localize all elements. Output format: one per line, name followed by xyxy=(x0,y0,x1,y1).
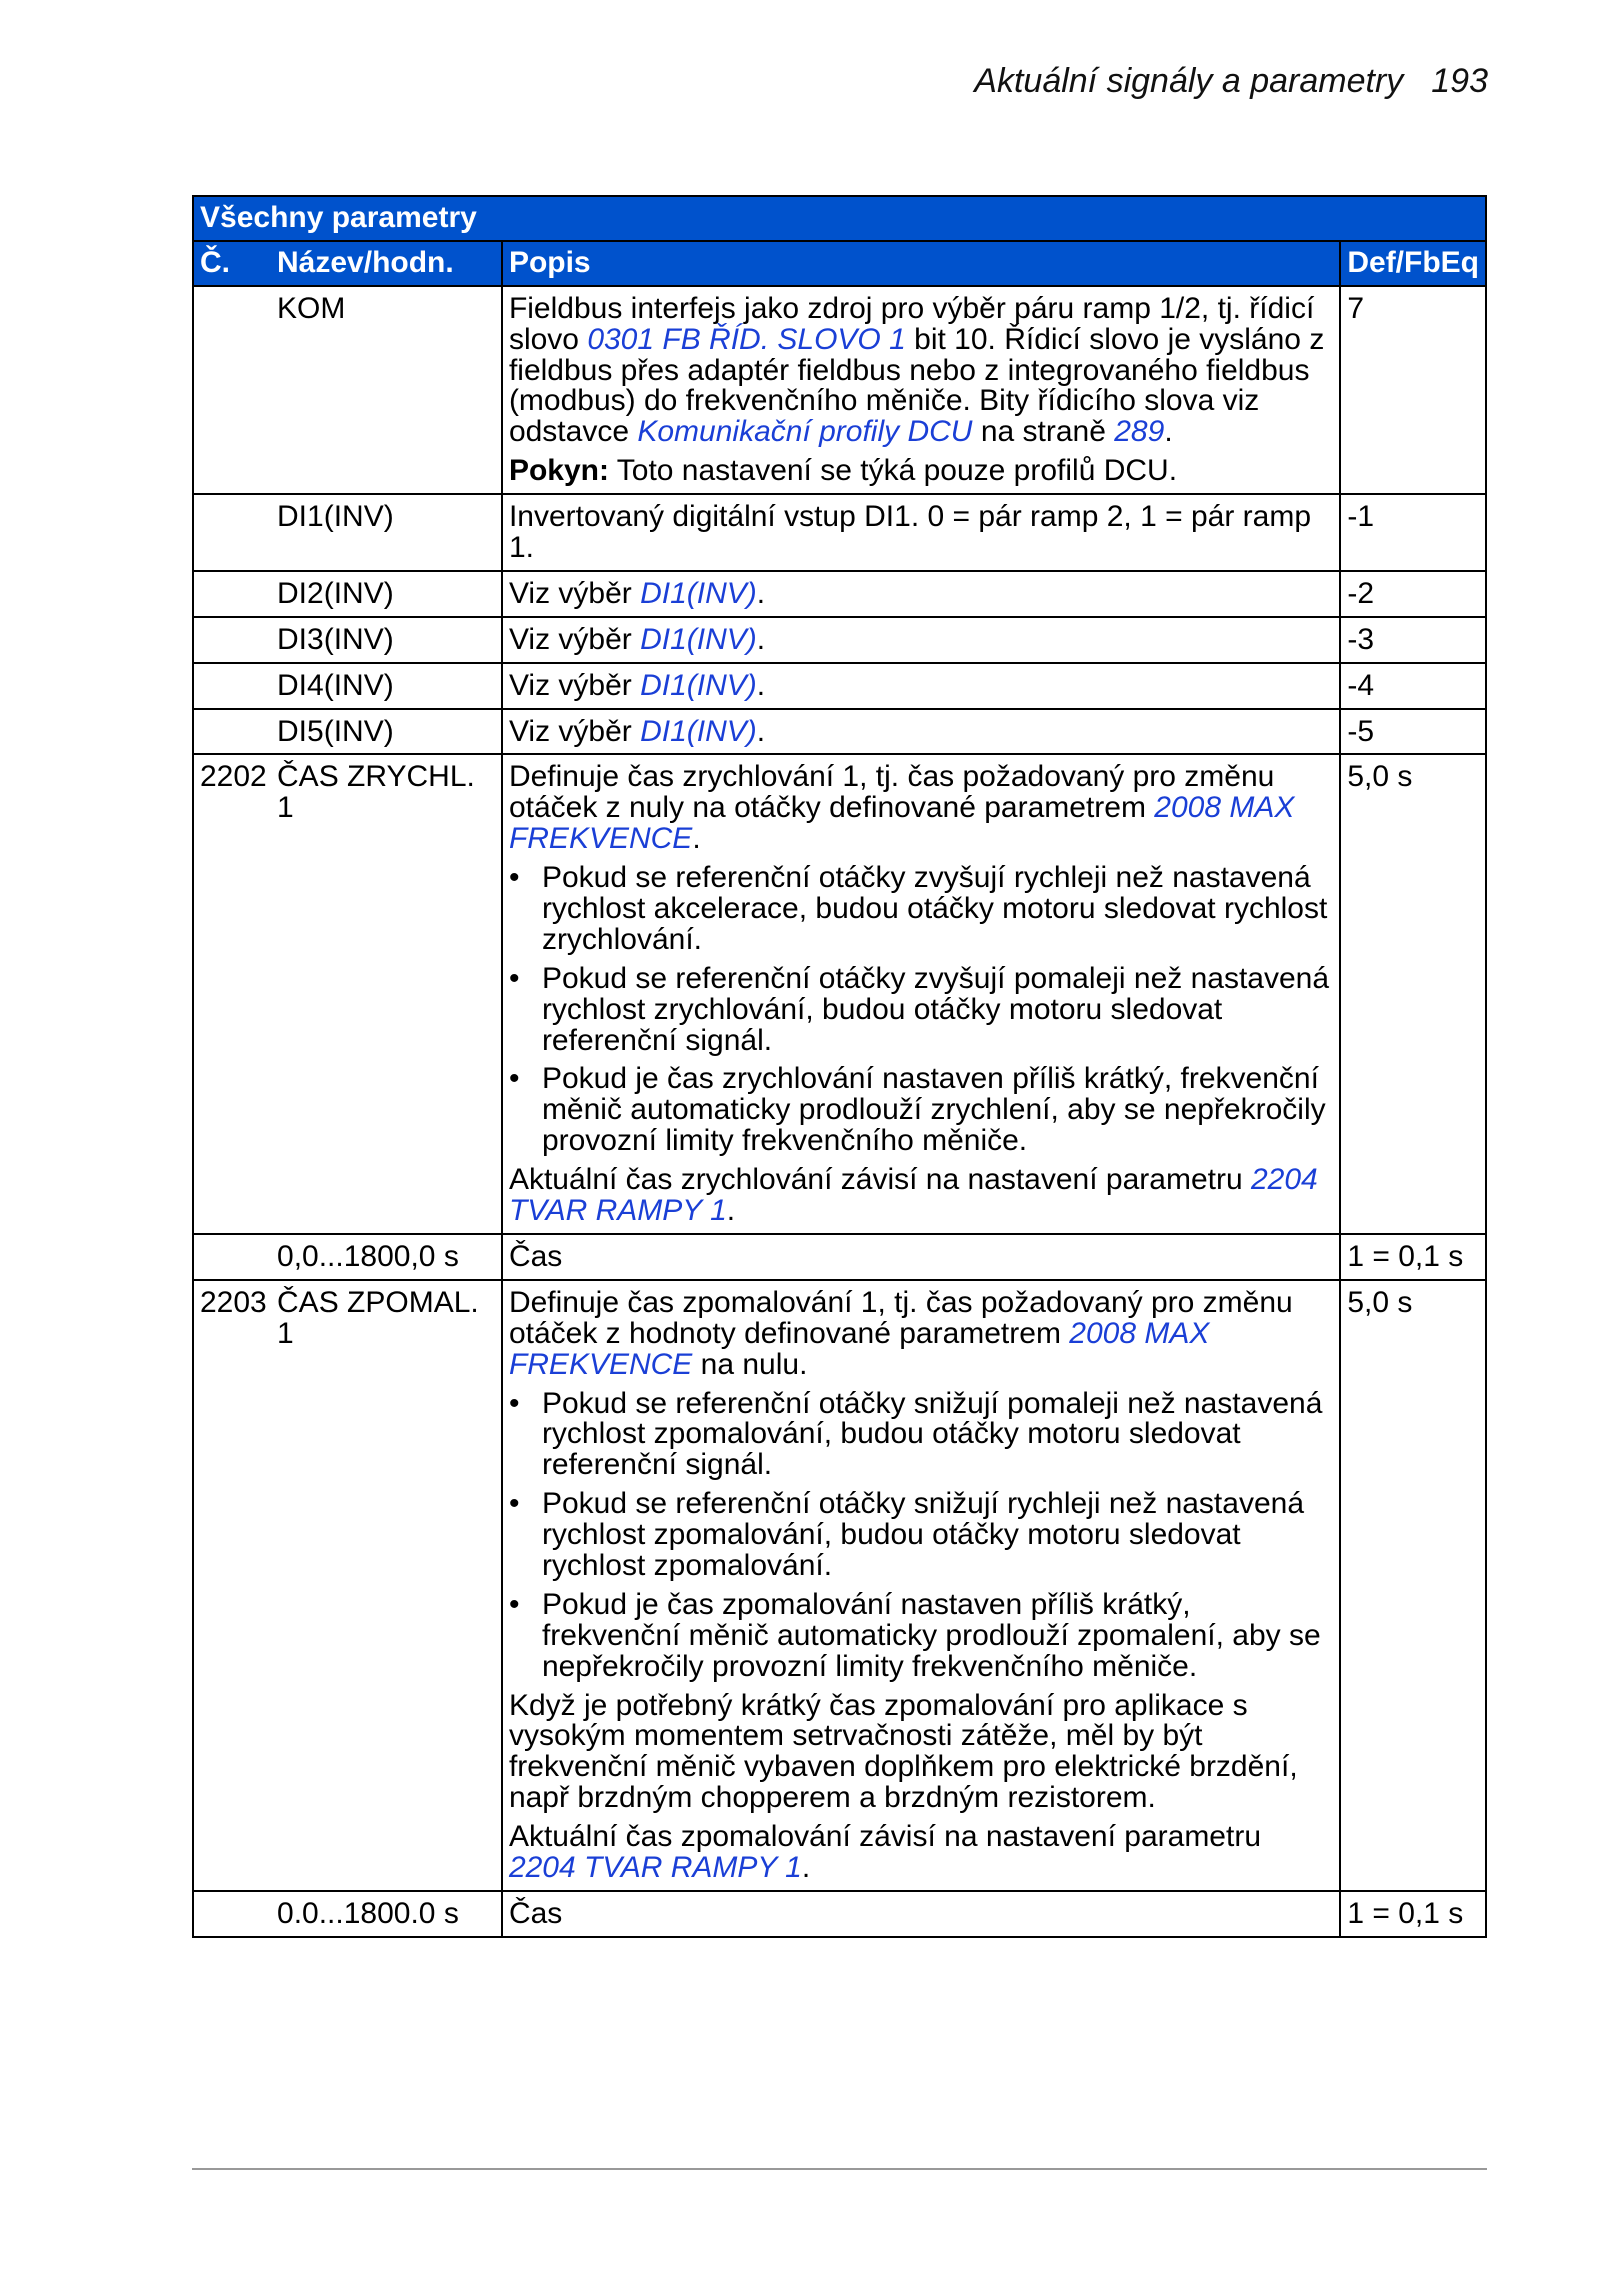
row-number xyxy=(193,709,271,755)
bullet-icon: • xyxy=(508,1487,520,1521)
description-text: . xyxy=(756,714,766,748)
table-row xyxy=(193,663,1486,709)
row-name: DI3(INV) xyxy=(271,617,502,663)
parameter-link[interactable]: DI1(INV) xyxy=(640,576,757,610)
row-name: DI1(INV) xyxy=(271,494,502,571)
row-description xyxy=(502,617,1340,663)
bullet-icon: • xyxy=(508,1386,520,1420)
description-text: Aktuální čas zrychlování závisí na nastavení parametru xyxy=(508,1163,1251,1197)
row-number xyxy=(193,494,271,571)
list-item-text: Pokud se referenční otáčky zvyšují pomaleji než nastavená rychlost zrychlování, budou otáčky motoru sledovat referenční signál. xyxy=(541,961,1330,1057)
description-text: . xyxy=(1164,415,1173,449)
row-number xyxy=(193,1891,271,1937)
description-text: Viz výběr xyxy=(508,622,641,656)
row-default: 1 = 0,1 s xyxy=(1340,1234,1486,1280)
parameter-link[interactable]: 2008 MAX FREKVENCE xyxy=(508,1316,1210,1381)
row-number xyxy=(193,286,271,494)
description-text: Viz výběr xyxy=(508,714,641,748)
row-default: -2 xyxy=(1340,571,1486,617)
page-header-title: Aktuální signály a parametry xyxy=(974,62,1404,100)
column-header-number: Č. xyxy=(193,241,271,286)
row-default: -5 xyxy=(1340,709,1486,755)
bullet-icon: • xyxy=(508,1062,520,1096)
parameter-link[interactable]: 2204 TVAR RAMPY 1 xyxy=(508,1850,802,1884)
list-item xyxy=(509,1489,1333,1582)
table-row xyxy=(193,617,1486,663)
row-name: 0,0...1800,0 s xyxy=(271,1234,502,1280)
list-item-text: Pokud se referenční otáčky zvyšují rychleji než nastavená rychlost akcelerace, budou otáčky motoru sledovat rychlost zrychlování. xyxy=(541,861,1328,956)
description-text: Aktuální čas zpomalování závisí na nastavení parametru xyxy=(508,1820,1262,1854)
parameter-link[interactable]: 2008 MAX FREKVENCE xyxy=(508,791,1295,856)
page-link[interactable]: 289 xyxy=(1114,415,1165,449)
column-header-default: Def/FbEq xyxy=(1340,241,1486,286)
page-header xyxy=(974,62,1488,101)
row-description xyxy=(502,754,1340,1233)
table-title: Všechny parametry xyxy=(193,196,1486,241)
note-label: Pokyn: xyxy=(508,454,609,488)
bullet-list xyxy=(509,863,1333,1157)
description-paragraph: Když je potřebný krátký čas zpomalování pro aplikace s vysokým momentem setrvačnosti zátěže, měl by být frekvenční měnič vybaven doplňkem pro elektrické brzdění, např brzdným chopperem a brzdným rezistorem. xyxy=(508,1688,1298,1815)
column-header-description: Popis xyxy=(502,241,1340,286)
description-text: Viz výběr xyxy=(508,668,641,702)
row-name: ČAS ZRYCHL. 1 xyxy=(271,754,502,1233)
bullet-icon: • xyxy=(508,861,520,895)
description-text: . xyxy=(692,822,701,856)
list-item-text: Pokud se referenční otáčky snižují pomaleji než nastavená rychlost zpomalování, budou otáčky motoru sledovat referenční signál. xyxy=(541,1386,1323,1482)
row-description xyxy=(502,286,1340,494)
bullet-icon: • xyxy=(508,961,520,995)
table-row xyxy=(193,1234,1486,1280)
row-default: -4 xyxy=(1340,663,1486,709)
list-item xyxy=(508,1587,1333,1683)
table-row xyxy=(193,1891,1486,1937)
row-default: -1 xyxy=(1340,494,1486,571)
table-row xyxy=(193,286,1486,494)
parameter-link[interactable]: DI1(INV) xyxy=(640,668,757,702)
row-name: ČAS ZPOMAL. 1 xyxy=(271,1280,502,1891)
list-item xyxy=(508,961,1333,1057)
row-name: 0.0...1800.0 s xyxy=(271,1891,502,1937)
section-link[interactable]: Komunikační profily DCU xyxy=(637,415,973,449)
note-text: Toto nastavení se týká pouze profilů DCU. xyxy=(608,454,1178,488)
table-row xyxy=(193,1280,1486,1891)
row-number xyxy=(193,1234,271,1280)
list-item xyxy=(509,1064,1333,1157)
row-description: Invertovaný digitální vstup DI1. 0 = pár ramp 2, 1 = pár ramp 1. xyxy=(502,494,1340,571)
row-number: 2202 xyxy=(193,754,271,1233)
row-description: Čas xyxy=(502,1891,1340,1937)
description-text: . xyxy=(801,1850,811,1884)
description-text: Fieldbus interfejs jako zdroj pro výběr páru ramp 1/2, tj. řídicí slovo xyxy=(508,291,1315,356)
row-description xyxy=(502,663,1340,709)
parameter-link[interactable]: DI1(INV) xyxy=(640,622,757,656)
description-text: . xyxy=(726,1194,736,1228)
row-name: DI5(INV) xyxy=(271,709,502,755)
list-item xyxy=(508,1386,1333,1482)
description-text: bit 10. Řídicí slovo je vysláno z fieldbus přes adaptér fieldbus nebo z integrovaného fieldbus (modbus) do frekvenčního měniče. Bity řídicího slova viz odstavce xyxy=(508,322,1325,449)
description-text: na nulu. xyxy=(692,1347,808,1381)
description-text: na straně xyxy=(972,415,1115,449)
table-row xyxy=(193,571,1486,617)
list-item-text: Pokud je čas zpomalování nastaven příliš krátký, frekvenční měnič automaticky prodlouží zpomalení, aby se nepřekročily provozní limity frekvenčního měniče. xyxy=(541,1587,1321,1683)
row-default: -3 xyxy=(1340,617,1486,663)
row-description xyxy=(502,709,1340,755)
row-name: KOM xyxy=(271,286,502,494)
footer-divider xyxy=(192,2168,1487,2170)
row-number: 2203 xyxy=(193,1280,271,1891)
row-default: 1 = 0,1 s xyxy=(1340,1891,1486,1937)
parameter-table xyxy=(192,195,1487,1938)
parameter-link[interactable]: 0301 FB ŘÍD. SLOVO 1 xyxy=(587,322,906,356)
table-row xyxy=(193,494,1486,571)
row-description xyxy=(502,1280,1340,1891)
row-number xyxy=(193,571,271,617)
list-item-text: Pokud se referenční otáčky snižují rychleji než nastavená rychlost zpomalování, budou otáčky motoru sledovat rychlost zpomalování. xyxy=(541,1487,1305,1582)
row-name: DI4(INV) xyxy=(271,663,502,709)
description-text: Definuje čas zrychlování 1, tj. čas požadovaný pro změnu otáček z nuly na otáčky definované parametrem xyxy=(508,760,1275,825)
table-row xyxy=(193,754,1486,1233)
column-header-name: Název/hodn. xyxy=(271,241,502,286)
page-number: 193 xyxy=(1431,62,1488,100)
description-text: . xyxy=(756,576,766,610)
list-item-text: Pokud je čas zrychlování nastaven příliš krátký, frekvenční měnič automaticky prodlouží zrychlení, aby se nepřekročily provozní limity frekvenčního měniče. xyxy=(541,1062,1326,1158)
row-default: 7 xyxy=(1340,286,1486,494)
parameter-link[interactable]: 2204 TVAR RAMPY 1 xyxy=(508,1163,1318,1228)
description-text: Definuje čas zpomalování 1, tj. čas požadovaný pro změnu otáček z hodnoty definované parametrem xyxy=(508,1285,1293,1350)
row-default: 5,0 s xyxy=(1340,754,1486,1233)
table-row xyxy=(193,709,1486,755)
bullet-list xyxy=(508,1386,1333,1683)
row-number xyxy=(193,617,271,663)
parameter-link[interactable]: DI1(INV) xyxy=(640,714,757,748)
bullet-icon: • xyxy=(508,1587,520,1621)
row-name: DI2(INV) xyxy=(271,571,502,617)
list-item xyxy=(509,863,1333,956)
description-text: . xyxy=(756,668,766,702)
row-description xyxy=(502,571,1340,617)
row-number xyxy=(193,663,271,709)
row-description: Čas xyxy=(502,1234,1340,1280)
description-text: Viz výběr xyxy=(508,576,641,610)
row-default: 5,0 s xyxy=(1340,1280,1486,1891)
description-text: . xyxy=(756,622,766,656)
